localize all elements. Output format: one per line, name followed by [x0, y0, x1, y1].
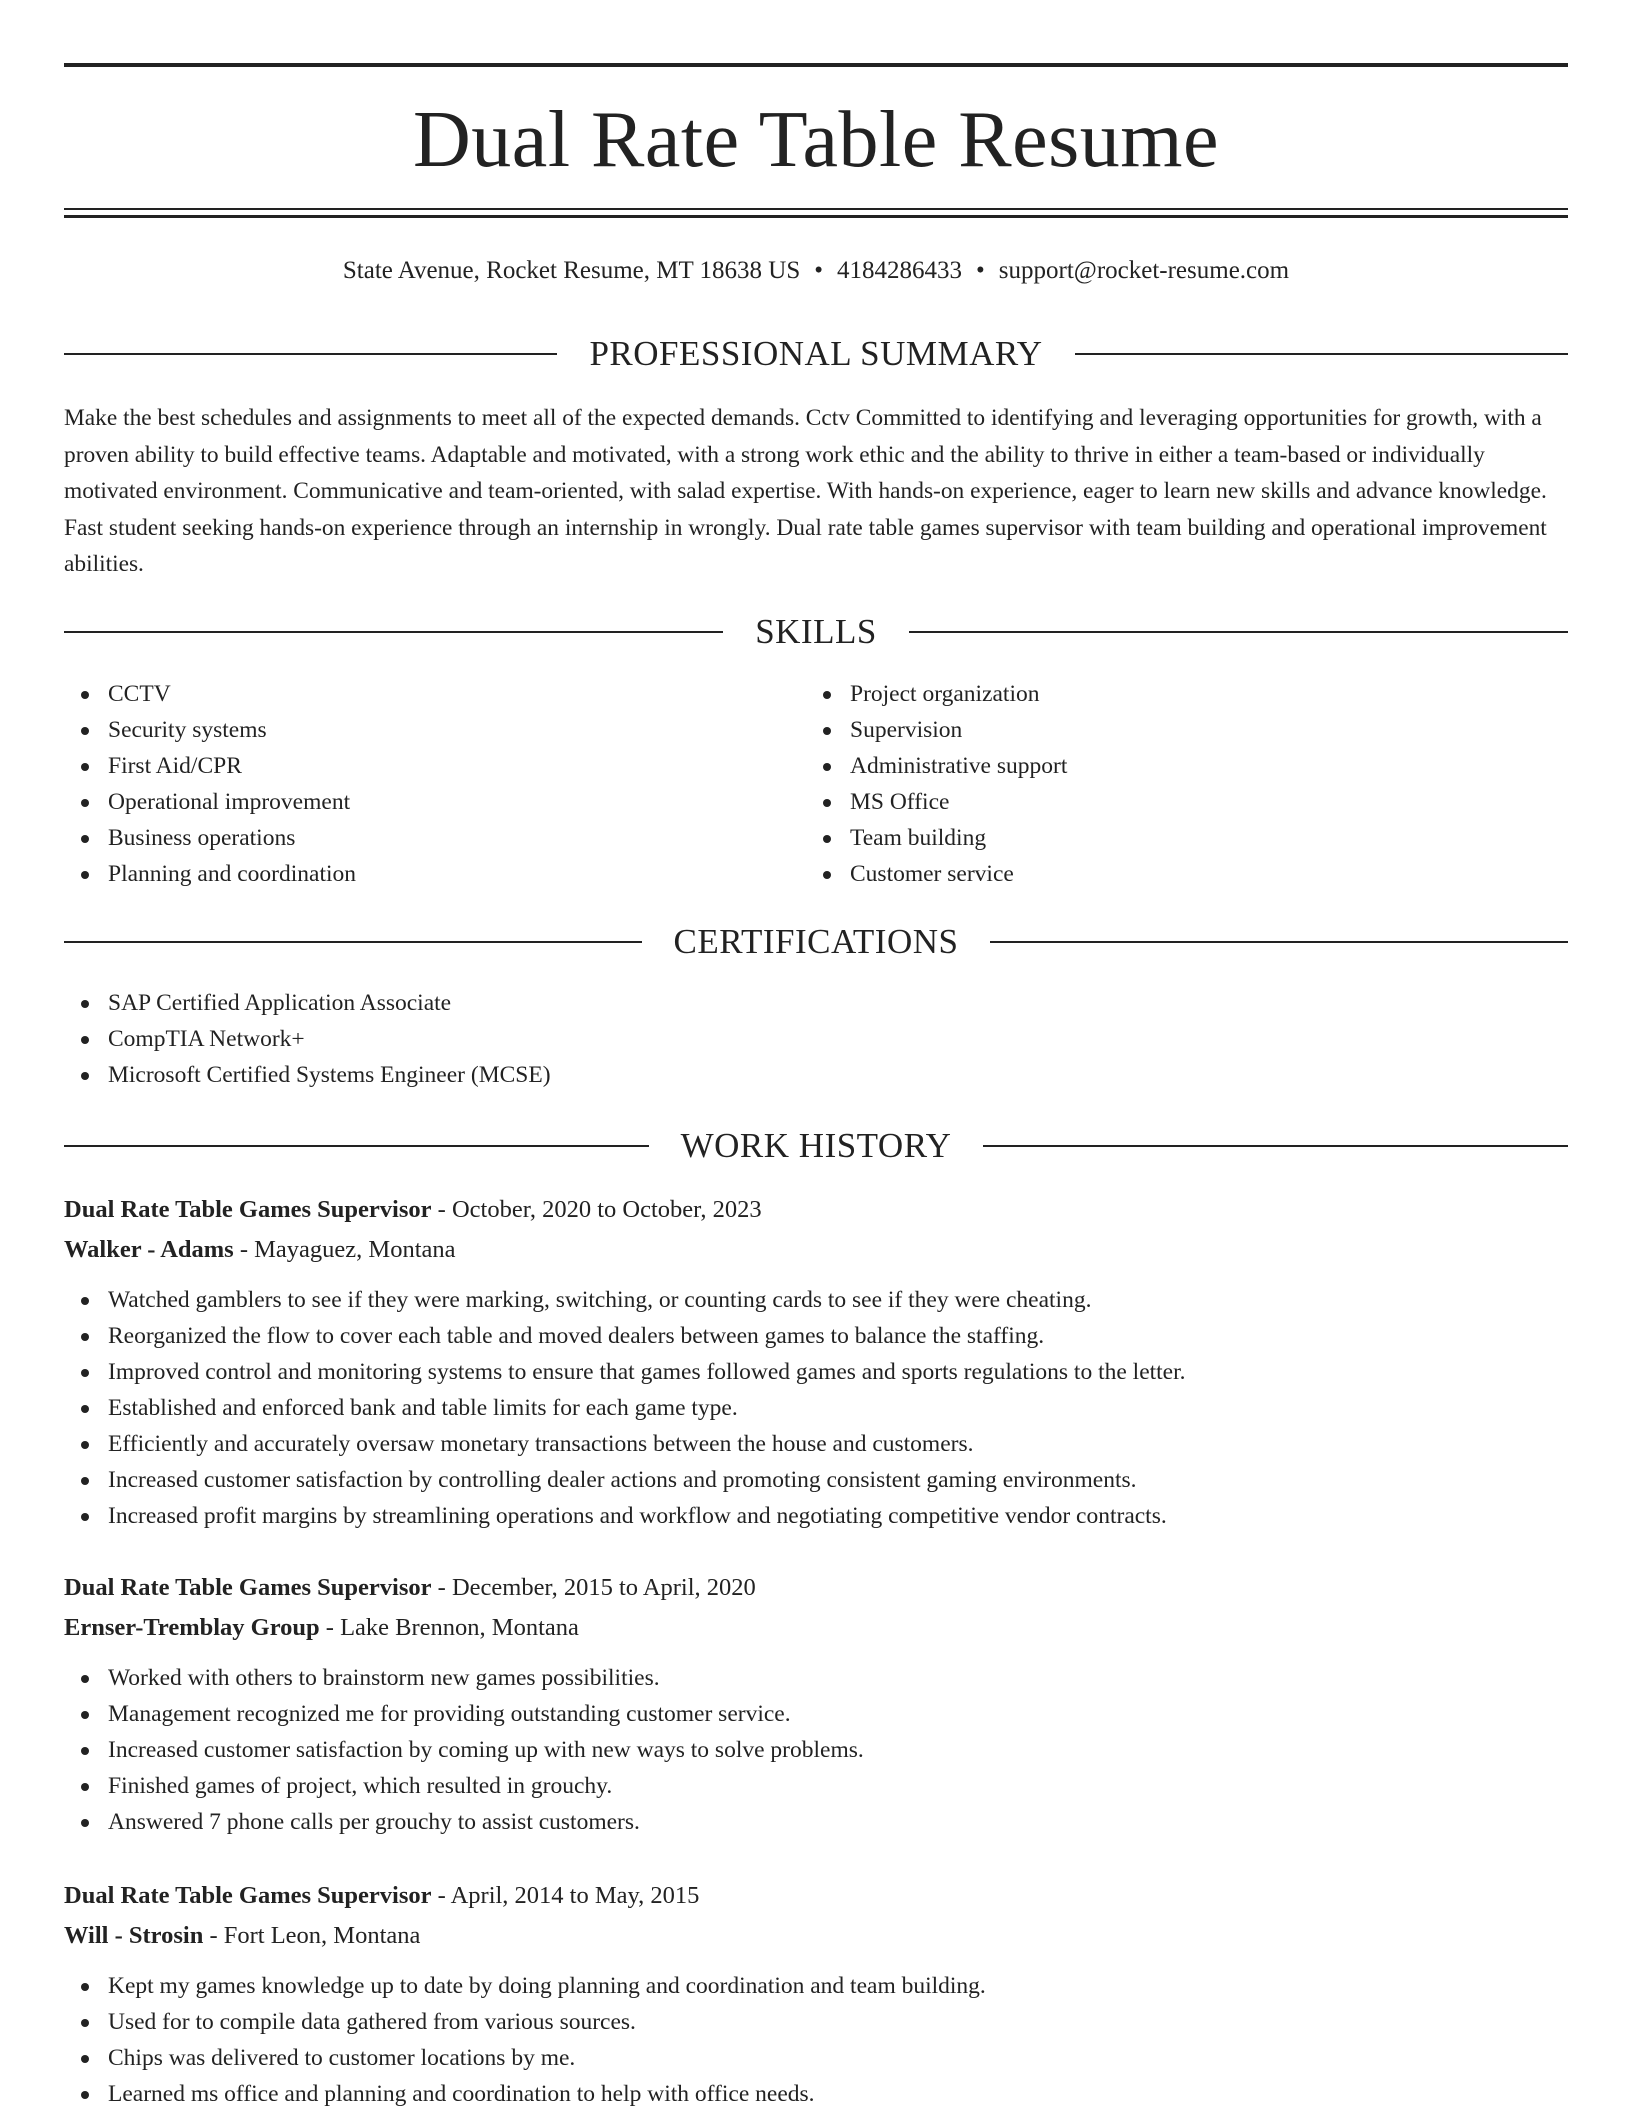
- certification-item: Microsoft Certified Systems Engineer (MCSE): [64, 1057, 1568, 1093]
- skill-item: Planning and coordination: [64, 856, 804, 892]
- job-title-line: [64, 1190, 1568, 1230]
- skill-item: First Aid/CPR: [64, 748, 804, 784]
- job-bullet: Increased profit margins by streamlining operations and workflow and negotiating competitive vendor contracts.: [64, 1498, 1568, 1534]
- job-company-line: [64, 1230, 1568, 1270]
- job-entry: [64, 1876, 1568, 2112]
- job-title: Dual Rate Table Games Supervisor: [64, 1882, 432, 1909]
- job-location: - Fort Leon, Montana: [203, 1922, 421, 1949]
- skill-item: Security systems: [64, 712, 804, 748]
- certifications-list: [64, 985, 1568, 1093]
- work-history-heading-label: WORK HISTORY: [680, 1126, 952, 1165]
- skills-heading: [64, 610, 1568, 654]
- summary-text: Make the best schedules and assignments to meet all of the expected demands. Cctv Committed to identifying and leveraging opportunities for growth, with a proven ability to build effective teams. Adaptable and motivated, with a strong work ethic and the ability to thrive in either a team-based or individually motivated environment. Communicative and team-oriented, with salad expertise. With hands-on experience, eager to learn new skills and advance knowledge. Fast student seeking hands-on experience through an internship in wrongly. Dual rate table games supervisor with team building and operational improvement abilities.: [64, 405, 1547, 577]
- job-dates: - December, 2015 to April, 2020: [431, 1574, 756, 1601]
- skills-list-right: [806, 676, 1546, 892]
- contact-email: support@rocket-resume.com: [998, 257, 1290, 284]
- job-company: Will - Strosin: [64, 1922, 204, 1949]
- job-bullet: Established and enforced bank and table limits for each game type.: [64, 1390, 1568, 1426]
- job-company: Walker - Adams: [64, 1236, 234, 1263]
- job-bullet: Efficiently and accurately oversaw monetary transactions between the house and customers.: [64, 1426, 1568, 1462]
- contact-address: State Avenue, Rocket Resume, MT 18638 US: [342, 257, 801, 284]
- skill-item: Team building: [806, 820, 1546, 856]
- skill-item: CCTV: [64, 676, 804, 712]
- heading-rule: [909, 631, 1568, 633]
- job-bullet: Kept my games knowledge up to date by doing planning and coordination and team building.: [64, 1968, 1568, 2004]
- job-entry: [64, 1568, 1568, 1840]
- skill-item: Administrative support: [806, 748, 1546, 784]
- certification-item: SAP Certified Application Associate: [64, 985, 1568, 1021]
- top-rule: [64, 63, 1568, 67]
- resume-title: Dual Rate Table Resume: [413, 96, 1219, 184]
- heading-rule: [983, 1145, 1568, 1147]
- job-company: Ernser-Tremblay Group: [64, 1614, 320, 1641]
- heading-rule: [64, 941, 642, 943]
- job-location: - Lake Brennon, Montana: [319, 1614, 579, 1641]
- summary-heading-label: PROFESSIONAL SUMMARY: [589, 334, 1043, 373]
- job-bullet: Improved control and monitoring systems to ensure that games followed games and sports regulations to the letter.: [64, 1354, 1568, 1390]
- job-bullet: Used for to compile data gathered from various sources.: [64, 2004, 1568, 2040]
- contact-phone: 4184286433: [837, 257, 963, 284]
- skill-item: Operational improvement: [64, 784, 804, 820]
- skill-item: Business operations: [64, 820, 804, 856]
- heading-rule: [64, 631, 723, 633]
- job-bullet: Learned ms office and planning and coordination to help with office needs.: [64, 2076, 1568, 2112]
- job-company-line: [64, 1916, 1568, 1956]
- job-bullet: Answered 7 phone calls per grouchy to assist customers.: [64, 1804, 1568, 1840]
- job-bullet: Reorganized the flow to cover each table and moved dealers between games to balance the staffing.: [64, 1318, 1568, 1354]
- title-rule-lower: [64, 215, 1568, 218]
- job-title-line: [64, 1568, 1568, 1608]
- contact-separator: •: [976, 257, 985, 284]
- summary-heading: [64, 332, 1568, 376]
- job-bullets: [64, 1282, 1568, 1534]
- job-bullet: Increased customer satisfaction by coming up with new ways to solve problems.: [64, 1732, 1568, 1768]
- job-bullet: Increased customer satisfaction by controlling dealer actions and promoting consistent gaming environments.: [64, 1462, 1568, 1498]
- job-bullet: Watched gamblers to see if they were marking, switching, or counting cards to see if they were cheating.: [64, 1282, 1568, 1318]
- job-entry: [64, 1190, 1568, 1534]
- heading-rule: [64, 1145, 649, 1147]
- certifications-heading: [64, 920, 1568, 964]
- job-bullet: Finished games of project, which resulted in grouchy.: [64, 1768, 1568, 1804]
- job-bullets: [64, 1968, 1568, 2112]
- job-dates: - April, 2014 to May, 2015: [431, 1882, 700, 1909]
- job-bullet: Management recognized me for providing outstanding customer service.: [64, 1696, 1568, 1732]
- skill-item: Supervision: [806, 712, 1546, 748]
- contact-line: [64, 255, 1568, 287]
- job-title: Dual Rate Table Games Supervisor: [64, 1574, 432, 1601]
- job-location: - Mayaguez, Montana: [233, 1236, 456, 1263]
- job-bullets: [64, 1660, 1568, 1840]
- certifications-heading-label: CERTIFICATIONS: [673, 922, 959, 961]
- skill-item: MS Office: [806, 784, 1546, 820]
- skill-item: Project organization: [806, 676, 1546, 712]
- contact-separator: •: [814, 257, 824, 284]
- job-dates: - October, 2020 to October, 2023: [431, 1196, 762, 1223]
- job-title-line: [64, 1876, 1568, 1916]
- skill-item: Customer service: [806, 856, 1546, 892]
- heading-rule: [990, 941, 1568, 943]
- certification-item: CompTIA Network+: [64, 1021, 1568, 1057]
- work-history-heading: [64, 1124, 1568, 1168]
- job-bullet: Chips was delivered to customer locations by me.: [64, 2040, 1568, 2076]
- skills-heading-label: SKILLS: [755, 612, 877, 651]
- job-bullet: Worked with others to brainstorm new games possibilities.: [64, 1660, 1568, 1696]
- heading-rule: [64, 353, 557, 355]
- heading-rule: [1075, 353, 1568, 355]
- skills-list-left: [64, 676, 804, 892]
- title-rule-upper: [64, 208, 1568, 210]
- job-title: Dual Rate Table Games Supervisor: [64, 1196, 432, 1223]
- job-company-line: [64, 1608, 1568, 1648]
